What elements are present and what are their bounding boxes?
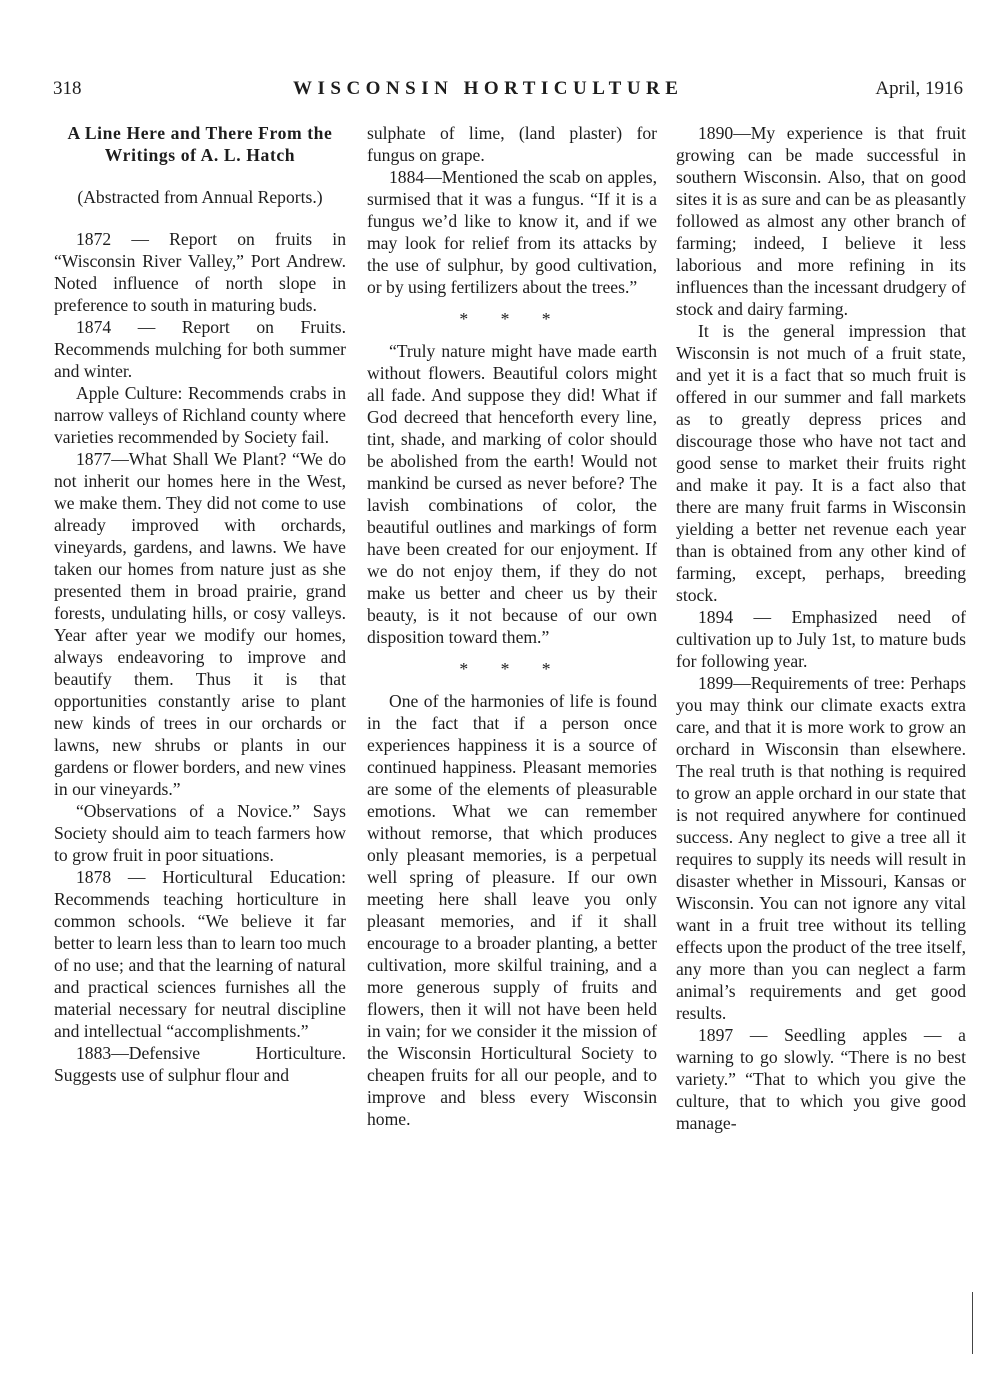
paragraph: 1890—My experience is that fruit growing can be made successful in southern Wisconsin. Also, that on good sites it is as sure and can be as pleasantly followed as almost any other branch of farming; indeed, I believe it less laborious and more refining in its influences than the incessant drudgery of stock and dairy farming. [676, 123, 966, 319]
article-title: A Line Here and There From the Writings of A. L. Hatch [67, 123, 333, 165]
page-number: 318 [53, 78, 82, 99]
publication-title: WISCONSIN HORTICULTURE [293, 78, 684, 99]
paragraph: 1899—Requirements of tree: Perhaps you may think our climate exacts extra care, and that it is more work to grow an orchard in Wisconsin than elsewhere. The real truth is that nothing is required to grow an apple orchard in our state that is not required anywhere for continued success. Any neglect to give a tree all it requires to supply its needs will result in disaster whether in Missouri, Kansas or Wisconsin. You can not ignore any vital want in a fruit tree without its telling effects upon the product of the tree itself, any more than you can neglect a farm animal’s requirements and get good results. [676, 673, 966, 1023]
paragraph: 1877—What Shall We Plant? “We do not inherit our homes here in the West, we make them. They did not come to use already improved with orchards, vineyards, gardens, and lawns. We have taken our homes from nature just as she presented them in broad prairie, grand forests, undulating hills, or cosy valleys. Year after year we modify our homes, always endeavoring to improve and beautify them. Thus it is that opportunities constantly arise to plant new kinds of trees in our orchards or lawns, new shrubs or plants in our gardens or flower borders, and new vines in our vineyards.” [54, 449, 346, 799]
paragraph: sulphate of lime, (land plaster) for fungus on grape. [367, 123, 657, 165]
margin-rule [972, 1292, 973, 1354]
paragraph: “Truly nature might have made earth without flowers. Beautiful colors might all fade. And suppose they did! What if God decreed that henceforth every line, tint, shade, and marking of color should be abolished from the earth! Would not mankind be cursed as never before? The lavish combinations of color, the beautiful outlines and markings of form have been created for our enjoyment. If we do not enjoy them, if they do not make us better and cheer us by their beauty, is it not because of our own disposition toward them.” [367, 341, 657, 647]
column-3 [676, 122, 966, 1134]
paragraph: It is the general impression that Wisconsin is not much of a fruit state, and yet it is a fact that so much fruit is offered in our summer and fall markets as to greatly depress prices and discourage those who have not tact and good sense to market their fruits right and make it pay. It is a fact also that there are many fruit farms in Wisconsin yielding a better net revenue each year than is obtained from any other kind of farming, except, perhaps, breeding stock. [676, 321, 966, 605]
paragraph: 1872 — Report on fruits in “Wisconsin River Valley,” Port Andrew. Noted influence of north slope in preference to south in maturing buds. [54, 229, 346, 315]
paragraph: 1874 — Report on Fruits. Recommends mulching for both summer and winter. [54, 317, 346, 381]
section-separator: * * * [459, 309, 565, 329]
column-1 [54, 122, 346, 1086]
paragraph: Apple Culture: Recommends crabs in narrow valleys of Richland county where varieties recommended by Society fail. [54, 383, 346, 447]
paragraph: 1878 — Horticultural Education: Recommends teaching horticulture in common schools. “We believe it far better to learn less than to learn too much of no use; and that the learning of natural and practical sciences furnishes all the material necessary for neutral discipline and intellectual “accomplishments.” [54, 867, 346, 1041]
paragraph: 1884—Mentioned the scab on apples, surmised that it was a fungus. “If it is a fungus we’d like to know it, and if we may look for relief from its attacks by the use of sulphur, by good cultivation, or by using fertilizers about the trees.” [367, 167, 657, 297]
paragraph: 1883—Defensive Horticulture. Suggests use of sulphur flour and [54, 1043, 346, 1085]
issue-date: April, 1916 [875, 78, 963, 99]
paragraph: 1897 — Seedling apples — a warning to go slowly. “There is no best variety.” “That to which you give the culture, that to which you give good manage- [676, 1025, 966, 1133]
paragraph: 1894 — Emphasized need of cultivation up to July 1st, to mature buds for following year. [676, 607, 966, 671]
page-header [53, 78, 963, 108]
paragraph: One of the harmonies of life is found in the fact that if a person once experiences happiness it is a source of continued happiness. Pleasant memories are some of the elements of pleasurable emotions. What we can remember without remorse, that which produces only pleasant memories, is a perpetual well spring of pleasure. If our own meeting here shall leave you only pleasant memories, and if it shall encourage to a broader planting, a better cultivation, more skilful training, and a more generous supply of fruits and flowers, then it will not have been held in vain; for we consider it the mission of the Wisconsin Horticultural Society to cheapen fruits for all our people, and to improve and bless every Wisconsin home. [367, 691, 657, 1129]
section-separator: * * * [459, 659, 565, 679]
column-2 [367, 122, 657, 1130]
paragraph: “Observations of a Novice.” Says Society should aim to teach farmers how to grow fruit in poor situations. [54, 801, 346, 865]
abstract-note: (Abstracted from Annual Reports.) [77, 187, 323, 207]
